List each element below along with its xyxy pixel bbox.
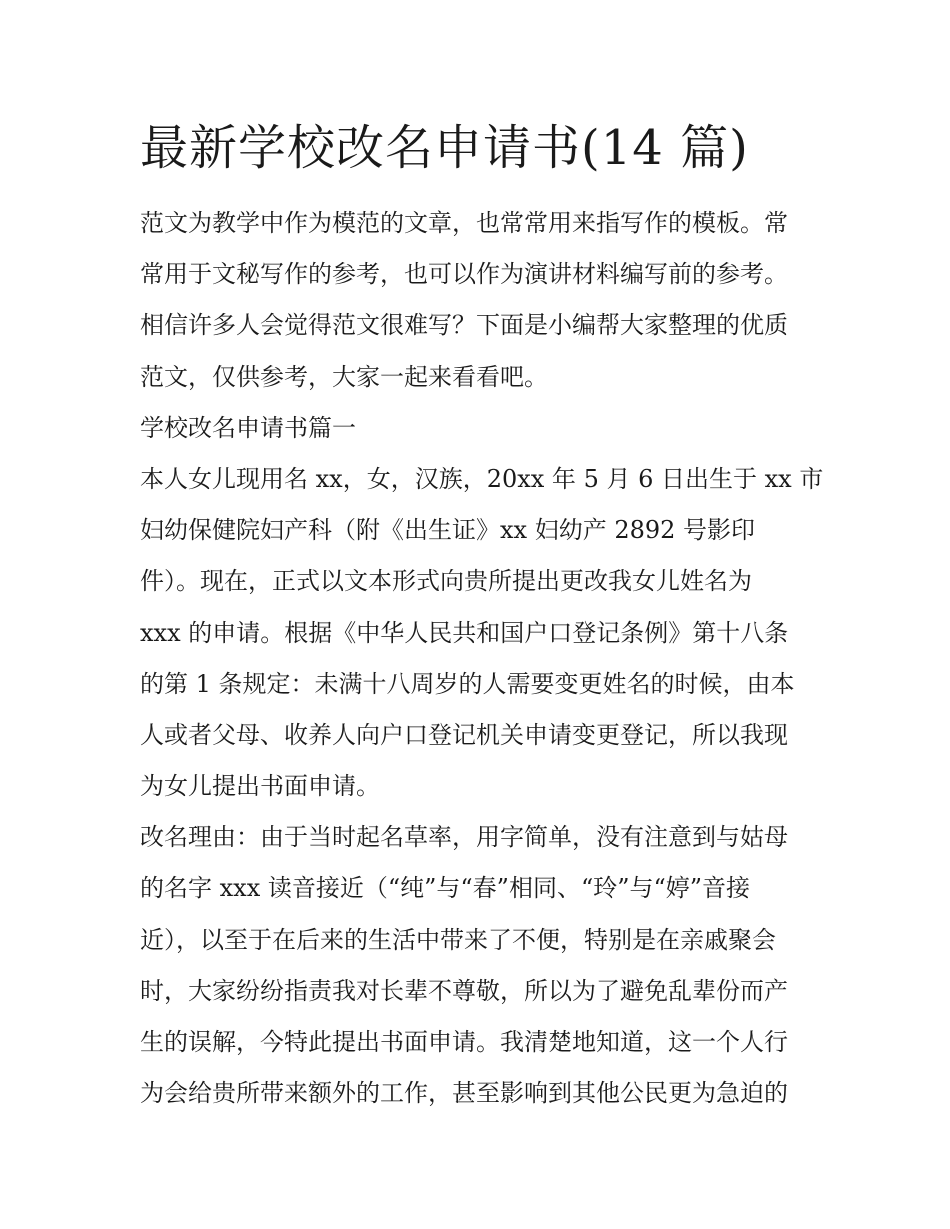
body-line: 改名理由：由于当时起名草率，用字简单，没有注意到与姑母 (140, 823, 788, 852)
body-line: 生的误解，今特此提出书面申请。我清楚地知道，这一个人行 (140, 1028, 788, 1056)
section-heading: 学校改名申请书篇一 (140, 413, 356, 442)
body-line: 相信许多人会觉得范文很难写？下面是小编帮大家整理的优质 (140, 311, 788, 340)
document-body (140, 198, 824, 1119)
body-line: 为会给贵所带来额外的工作，甚至影响到其他公民更为急迫的 (140, 1079, 788, 1108)
body-line: 时，大家纷纷指责我对长辈不尊敬，所以为了避免乱辈份而产 (140, 976, 788, 1005)
body-line: 的第 1 条规定：未满十八周岁的人需要变更姓名的时候，由本 (140, 669, 795, 698)
body-line: 人或者父母、收养人向户口登记机关申请变更登记，所以我现 (140, 720, 788, 749)
body-line: 妇幼保健院妇产科（附《出生证》xx 妇幼产 2892 号影印 (140, 516, 756, 545)
body-line: 为女儿提出书面申请。 (140, 772, 380, 801)
document-page (140, 112, 824, 1119)
body-line: 常用于文秘写作的参考，也可以作为演讲材料编写前的参考。 (140, 260, 788, 289)
body-line: 范文，仅供参考，大家一起来看看吧。 (140, 362, 548, 391)
body-line: 的名字 xxx 读音接近（“纯”与“春”相同、“玲”与“婷”音接 (140, 874, 751, 903)
body-line: 件）。现在，正式以文本形式向贵所提出更改我女儿姓名为 (140, 567, 752, 596)
body-line: 范文为教学中作为模范的文章，也常常用来指写作的模板。常 (140, 209, 788, 237)
body-line: 本人女儿现用名 xx，女，汉族，20xx 年 5 月 6 日出生于 xx 市 (140, 464, 824, 493)
body-line: 近），以至于在后来的生活中带来了不便，特别是在亲戚聚会 (140, 925, 776, 954)
body-line: xxx 的申请。根据《中华人民共和国户口登记条例》第十八条 (140, 618, 789, 647)
document-title: 最新学校改名申请书(14 篇) (140, 120, 749, 176)
